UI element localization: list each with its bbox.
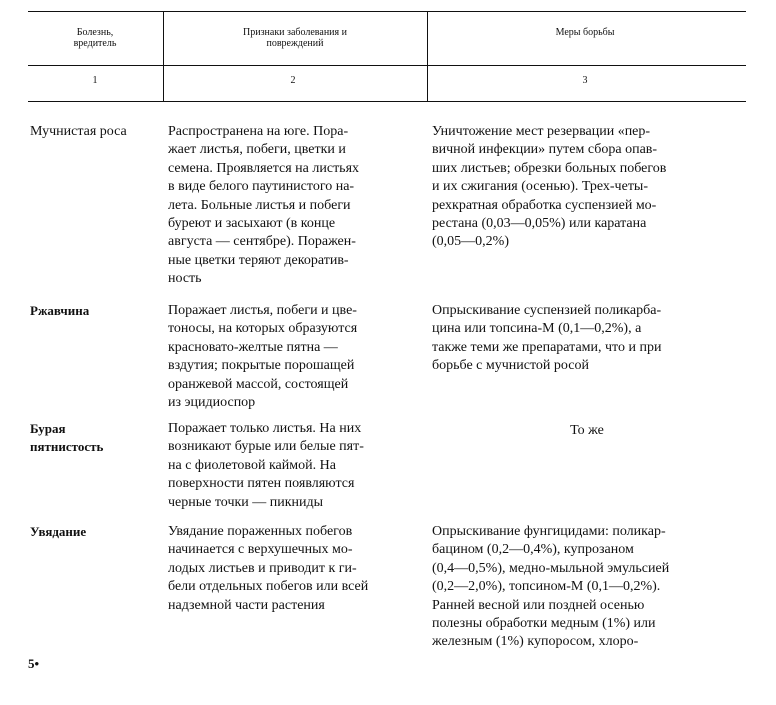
- text-line: Поражает листья, побеги и цве-: [168, 303, 357, 318]
- text-line: в виде белого паутинистого на-: [168, 179, 355, 195]
- col-number-2: 2: [290, 75, 296, 86]
- text-line: Поражает только листья. На них: [168, 421, 362, 436]
- header-signs: Признаки заболевания и повреждений: [243, 27, 347, 49]
- top-rule: [28, 11, 746, 12]
- text-line: также теми же препаратами, что и при: [432, 339, 662, 355]
- text-line: буреют и засыхают (в конце: [168, 216, 336, 232]
- text-line: и их сжигания (осенью). Трех-четы-: [432, 179, 649, 195]
- text-line: возникают бурые или белые пят-: [168, 439, 364, 455]
- signs-text: [168, 523, 428, 615]
- header-disease: Болезнь, вредитель: [73, 27, 117, 49]
- text-line: бацином (0,2—0,4%), купрозаном: [432, 542, 634, 558]
- text-line: вичной инфекции» путем сбора опав-: [432, 142, 658, 158]
- text-line: августа — сентябре). Поражен-: [168, 234, 356, 250]
- text-line: рехкратная обработка суспензией мо-: [432, 197, 657, 213]
- text-line: лета. Больные листья и побеги: [168, 197, 351, 213]
- text-line: полезны обработки медным (1%) или: [432, 616, 656, 632]
- signs-text: [168, 123, 428, 289]
- text-line: красновато-желтые пятна —: [168, 339, 338, 355]
- measures-same-as-above: То же: [570, 423, 604, 438]
- col-number-1: 1: [92, 75, 98, 86]
- signs-text: [168, 420, 428, 512]
- disease-name: Ржавчина: [30, 303, 90, 318]
- signs-text: [168, 302, 428, 412]
- text-line: тоносы, на которых образуются: [168, 321, 358, 337]
- text-line: оранжевой массой, состоящей: [168, 376, 349, 392]
- disease-name: Мучнистая роса: [30, 124, 127, 139]
- text-line: Опрыскивание суспензией поликарба-: [432, 303, 662, 318]
- text-line: лодых листьев и приводит к ги-: [168, 560, 357, 576]
- column-divider-2: [427, 12, 428, 101]
- text-line: (0,4—0,5%), медно-мыльной эмульсией: [432, 560, 670, 576]
- text-line: рестана (0,03—0,05%) или каратана: [432, 216, 647, 232]
- page-number: 5•: [28, 656, 40, 671]
- text-line: семена. Проявляется на листьях: [168, 160, 360, 176]
- text-line: Распространена на юге. Пора-: [168, 124, 349, 139]
- column-divider-1: [163, 12, 164, 101]
- text-line: Ранней весной или поздней осенью: [432, 597, 645, 613]
- text-line: пятнистость: [30, 439, 104, 455]
- text-line: борьбе с мучнистой росой: [432, 358, 589, 374]
- text-line: Уничтожение мест резервации «пер-: [432, 124, 651, 139]
- measures-text: [432, 123, 742, 252]
- header-rule: [28, 65, 746, 66]
- text-line: цина или топсина-М (0,1—0,2%), а: [432, 321, 642, 337]
- disease-name: [30, 420, 164, 457]
- text-line: поверхности пятен появляются: [168, 476, 355, 492]
- text-line: на с фиолетовой каймой. На: [168, 457, 336, 473]
- measures-text: [432, 302, 742, 376]
- text-line: ные цветки теряют декоратив-: [168, 252, 349, 268]
- number-rule: [28, 101, 746, 102]
- text-line: Опрыскивание фунгицидами: поликар-: [432, 524, 666, 539]
- text-line: вздутия; покрытые порошащей: [168, 358, 355, 374]
- header-measures: Меры борьбы: [555, 27, 615, 38]
- text-line: надземной части растения: [168, 597, 325, 613]
- text-line: (0,05—0,2%): [432, 234, 509, 250]
- text-line: ших листьев; обрезки больных побегов: [432, 160, 667, 176]
- measures-text: [432, 523, 742, 652]
- text-line: из эцидиоспор: [168, 395, 256, 411]
- text-line: начинается с верхушечных мо-: [168, 542, 353, 558]
- text-line: ность: [168, 271, 202, 287]
- text-line: железным (1%) купоросом, хлоро-: [432, 634, 639, 650]
- text-line: (0,2—2,0%), топсином-М (0,1—0,2%).: [432, 579, 661, 595]
- text-line: жает листья, побеги, цветки и: [168, 142, 346, 158]
- col-number-3: 3: [582, 75, 588, 86]
- disease-name: Увядание: [30, 524, 87, 539]
- text-line: Бурая: [30, 421, 66, 436]
- text-line: Увядание пораженных побегов: [168, 524, 353, 539]
- text-line: бели отдельных побегов или всей: [168, 579, 369, 595]
- text-line: черные точки — пикниды: [168, 494, 324, 510]
